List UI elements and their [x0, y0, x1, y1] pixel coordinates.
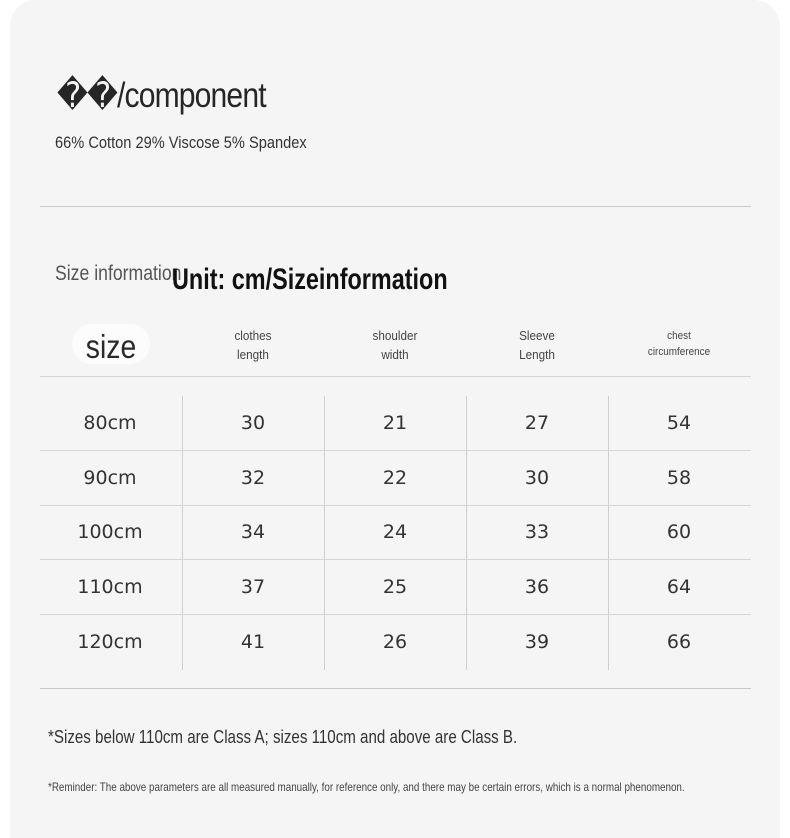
shoulder-width-cell: 24: [382, 521, 408, 543]
composition-text: 66% Cotton 29% Viscose 5% Spandex: [55, 133, 307, 152]
shoulder-width-cell: 21: [382, 412, 408, 434]
sleeve-length-cell: 30: [524, 467, 550, 489]
chest-cell: 58: [666, 467, 692, 489]
header-line: width: [381, 347, 409, 362]
clothes-length-cell: 30: [240, 412, 266, 434]
header-line: shoulder: [372, 328, 418, 343]
header-line: Length: [519, 347, 555, 362]
size-cell: 80cm: [83, 412, 137, 434]
clothes-length-cell: 32: [240, 467, 266, 489]
header-divider: [40, 376, 751, 377]
row-separator: [40, 505, 751, 506]
shoulder-width-header: [331, 326, 459, 364]
table-bottom-divider: [40, 688, 751, 689]
row-separator: [40, 614, 751, 615]
section-divider: [40, 206, 751, 207]
size-information-label: Size information: [55, 262, 182, 285]
class-note: *Sizes below 110cm are Class A; sizes 110cm and above are Class B.: [48, 727, 518, 747]
sleeve-length-cell: 39: [524, 631, 550, 653]
header-line: Sleeve: [519, 328, 555, 343]
sleeve-length-cell: 36: [524, 576, 550, 598]
header-line: length: [237, 347, 269, 362]
header-line: clothes: [234, 328, 272, 343]
sleeve-length-cell: 27: [524, 412, 550, 434]
chest-cell: 64: [666, 576, 692, 598]
sleeve-length-header: [473, 326, 601, 364]
sleeve-length-cell: 33: [524, 521, 550, 543]
header-line: chest: [667, 330, 691, 342]
size-cell: 100cm: [77, 521, 143, 543]
clothes-length-cell: 37: [240, 576, 266, 598]
unit-overlay-text: Unit: cm/Sizeinformation: [172, 263, 448, 296]
reminder-note: *Reminder: The above parameters are all measured manually, for reference only, and there may be certain errors, which is a normal phenomenon.: [48, 780, 685, 794]
shoulder-width-cell: 22: [382, 467, 408, 489]
composition-title: ��/component: [57, 76, 266, 115]
shoulder-width-cell: 26: [382, 631, 408, 653]
clothes-length-cell: 41: [240, 631, 266, 653]
clothes-length-cell: 34: [240, 521, 266, 543]
row-separator: [40, 450, 751, 451]
shoulder-width-cell: 25: [382, 576, 408, 598]
clothes-length-header: [189, 326, 317, 364]
chest-circumference-header: [615, 328, 743, 360]
row-separator: [40, 559, 751, 560]
chest-cell: 54: [666, 412, 692, 434]
header-line: circumference: [647, 346, 711, 358]
size-cell: 90cm: [83, 467, 137, 489]
size-cell: 110cm: [77, 576, 143, 598]
chest-cell: 60: [666, 521, 692, 543]
size-column-header: size: [85, 328, 137, 365]
chest-cell: 66: [666, 631, 692, 653]
size-cell: 120cm: [77, 631, 143, 653]
